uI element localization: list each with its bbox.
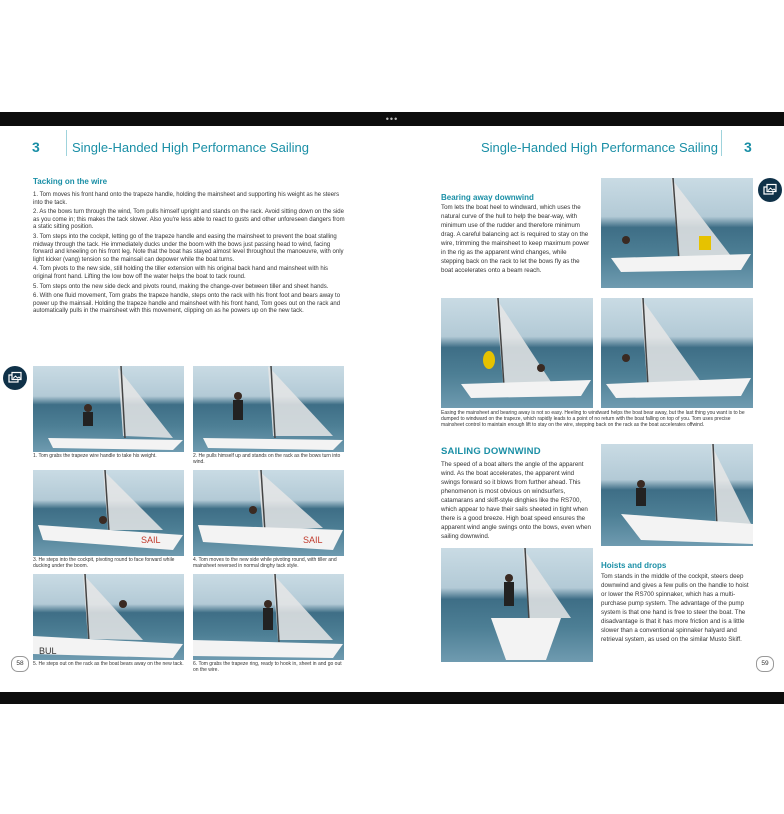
chapter-title-right: Single-Handed High Performance Sailing (481, 140, 719, 155)
svg-text:SAIL: SAIL (141, 535, 161, 545)
photo-step-3 (33, 470, 184, 556)
chapter-number-right: 3 (744, 139, 752, 155)
photo-step-6 (193, 574, 344, 660)
page-number-right: 59 (756, 656, 774, 672)
caption-step-4: 4. Tom moves to the new side while pivoting round, with tiller and mainsheet reversed in normal dinghy tack style. (193, 557, 337, 569)
svg-text:BUL: BUL (39, 646, 57, 656)
downwind-text: The speed of a boat alters the angle of the apparent wind. As the boat accelerates, the apparent wind swings forward so it blows from further ahead. This phenomenon is most obvious on windsurfers, catamarans and skiff-style dinghies like the RS700, which appear to have their sails sheeted in tight when there is a good breeze. High boat speed ensures the apparent wind angle swings onto the bows, even when sailing downwind. (441, 461, 591, 540)
tacking-steps (33, 192, 345, 318)
photo-hoists (441, 548, 593, 662)
section-heading-hoists: Hoists and drops (601, 561, 667, 570)
viewer-menu-dots[interactable]: ••• (385, 114, 399, 124)
step-5: 5. Tom steps onto the new side deck and pivots round, making the change-over between tiller and sheet hands. (33, 283, 329, 290)
gallery-icon-right[interactable] (758, 178, 782, 202)
chapter-title-left: Single-Handed High Performance Sailing (72, 140, 310, 155)
svg-text:SAIL: SAIL (303, 535, 323, 545)
photo-bearing-2 (441, 298, 593, 408)
photo-bearing-1 (601, 178, 753, 288)
photo-downwind (601, 444, 753, 546)
step-1: 1. Tom moves his front hand onto the trapeze handle, holding the mainsheet and supporting his weight as he steers into the tack. (33, 192, 340, 206)
photo-step-1 (33, 366, 184, 452)
header-divider-left (66, 130, 67, 156)
step-2: 2. As the bows turn through the wind, Tom pulls himself upright and stands on the rack. Avoid sitting down on the side as you come in; this makes the tack slower. Also you're less able to react to gusts and other unforeseen dangers from a static sitting position. (33, 209, 345, 231)
photo-step-4 (193, 470, 344, 556)
step-3: 3. Tom steps into the cockpit, letting go of the trapeze handle and easing the mainsheet to prevent the boat stalling midway through the tack. He immediately ducks under the boom with the bows just passing head to wind, facing forward and kneeling on his front leg. Note that the boat has stayed almost level throughout the manoeuvre, with only light kicker (vang) tension so the mainsail can depower while the boat turns. (33, 233, 344, 263)
photo-step-5 (33, 574, 184, 660)
step-4: 4. Tom pivots to the new side, still holding the tiller extension with his original back hand and mainsheet with his original front hand. Lifting the low bow off the water helps the boat to tack round. (33, 266, 329, 280)
caption-step-6: 6. Tom grabs the trapeze ring, ready to hook in, sheet in and go out on the wire. (193, 661, 342, 673)
viewer-bottom-bar (0, 692, 784, 704)
bearing-photo-caption: Easing the mainsheet and bearing away is not so easy. Heeling to windward helps the boat bear away, but the last thing you want is to be dumped to windward on the trapeze, which rapidly leads to a point of no return with the boat falling on top of you. Tom uses precise mainsheet control to maintain enough lift to stay on the wire, stepping back on the rack as the boat accelerates offwind. (441, 410, 745, 428)
photo-bearing-3 (601, 298, 753, 408)
caption-step-2: 2. He pulls himself up and stands on the rack as the bows turn into wind. (193, 453, 341, 465)
page-number-left: 58 (11, 656, 29, 672)
section-heading-downwind: SAILING DOWNWIND (441, 446, 541, 457)
bearing-text: Tom lets the boat heel to windward, which uses the natural curve of the hull to help the bear-way, with minimum use of the rudder and therefore minimum drag. A careful balancing act is required to stay on the wire, trimming the mainsheet to keep maximum power in the rig as the apparent wind changes, while stepping back on the rack to let the bows fly as the boat accelerates onto a beam reach. (441, 204, 590, 274)
step-6: 6. With one fluid movement, Tom grabs the trapeze handle, steps onto the rack with his front foot and bears away to power up the mainsail. Holding the trapeze handle and mainsheet with his front hand, Tom goes out on the rack and automatically pulls in the mainsheet with this movement, clipping on as he powers up on the new tack. (33, 293, 341, 315)
gallery-icon[interactable] (3, 366, 27, 390)
caption-step-3: 3. He steps into the cockpit, pivoting round to face forward while ducking under the boom. (33, 557, 175, 569)
caption-step-5: 5. He steps out on the rack as the boat bears away on the new tack. (33, 661, 184, 667)
header-divider-right (721, 130, 722, 156)
chapter-number-left: 3 (32, 139, 40, 155)
caption-step-1: 1. Tom grabs the trapeze wire handle to take his weight. (33, 453, 157, 459)
hoists-text: Tom stands in the middle of the cockpit, steers deep downwind and gives a few pulls on the handle to hoist or lower the RS700 spinnaker, which has a multi-purchase pump system. The advantage of the pump system is that one hand is free to steer the boat. The disadvantage is that it has more friction and is a little slower than a conventional spinnaker halyard and retrieval system, as used on the similar Musto Skiff. (601, 573, 749, 643)
section-heading-tacking: Tacking on the wire (33, 177, 108, 186)
photo-step-2 (193, 366, 344, 452)
section-heading-bearing: Bearing away downwind (441, 193, 534, 202)
